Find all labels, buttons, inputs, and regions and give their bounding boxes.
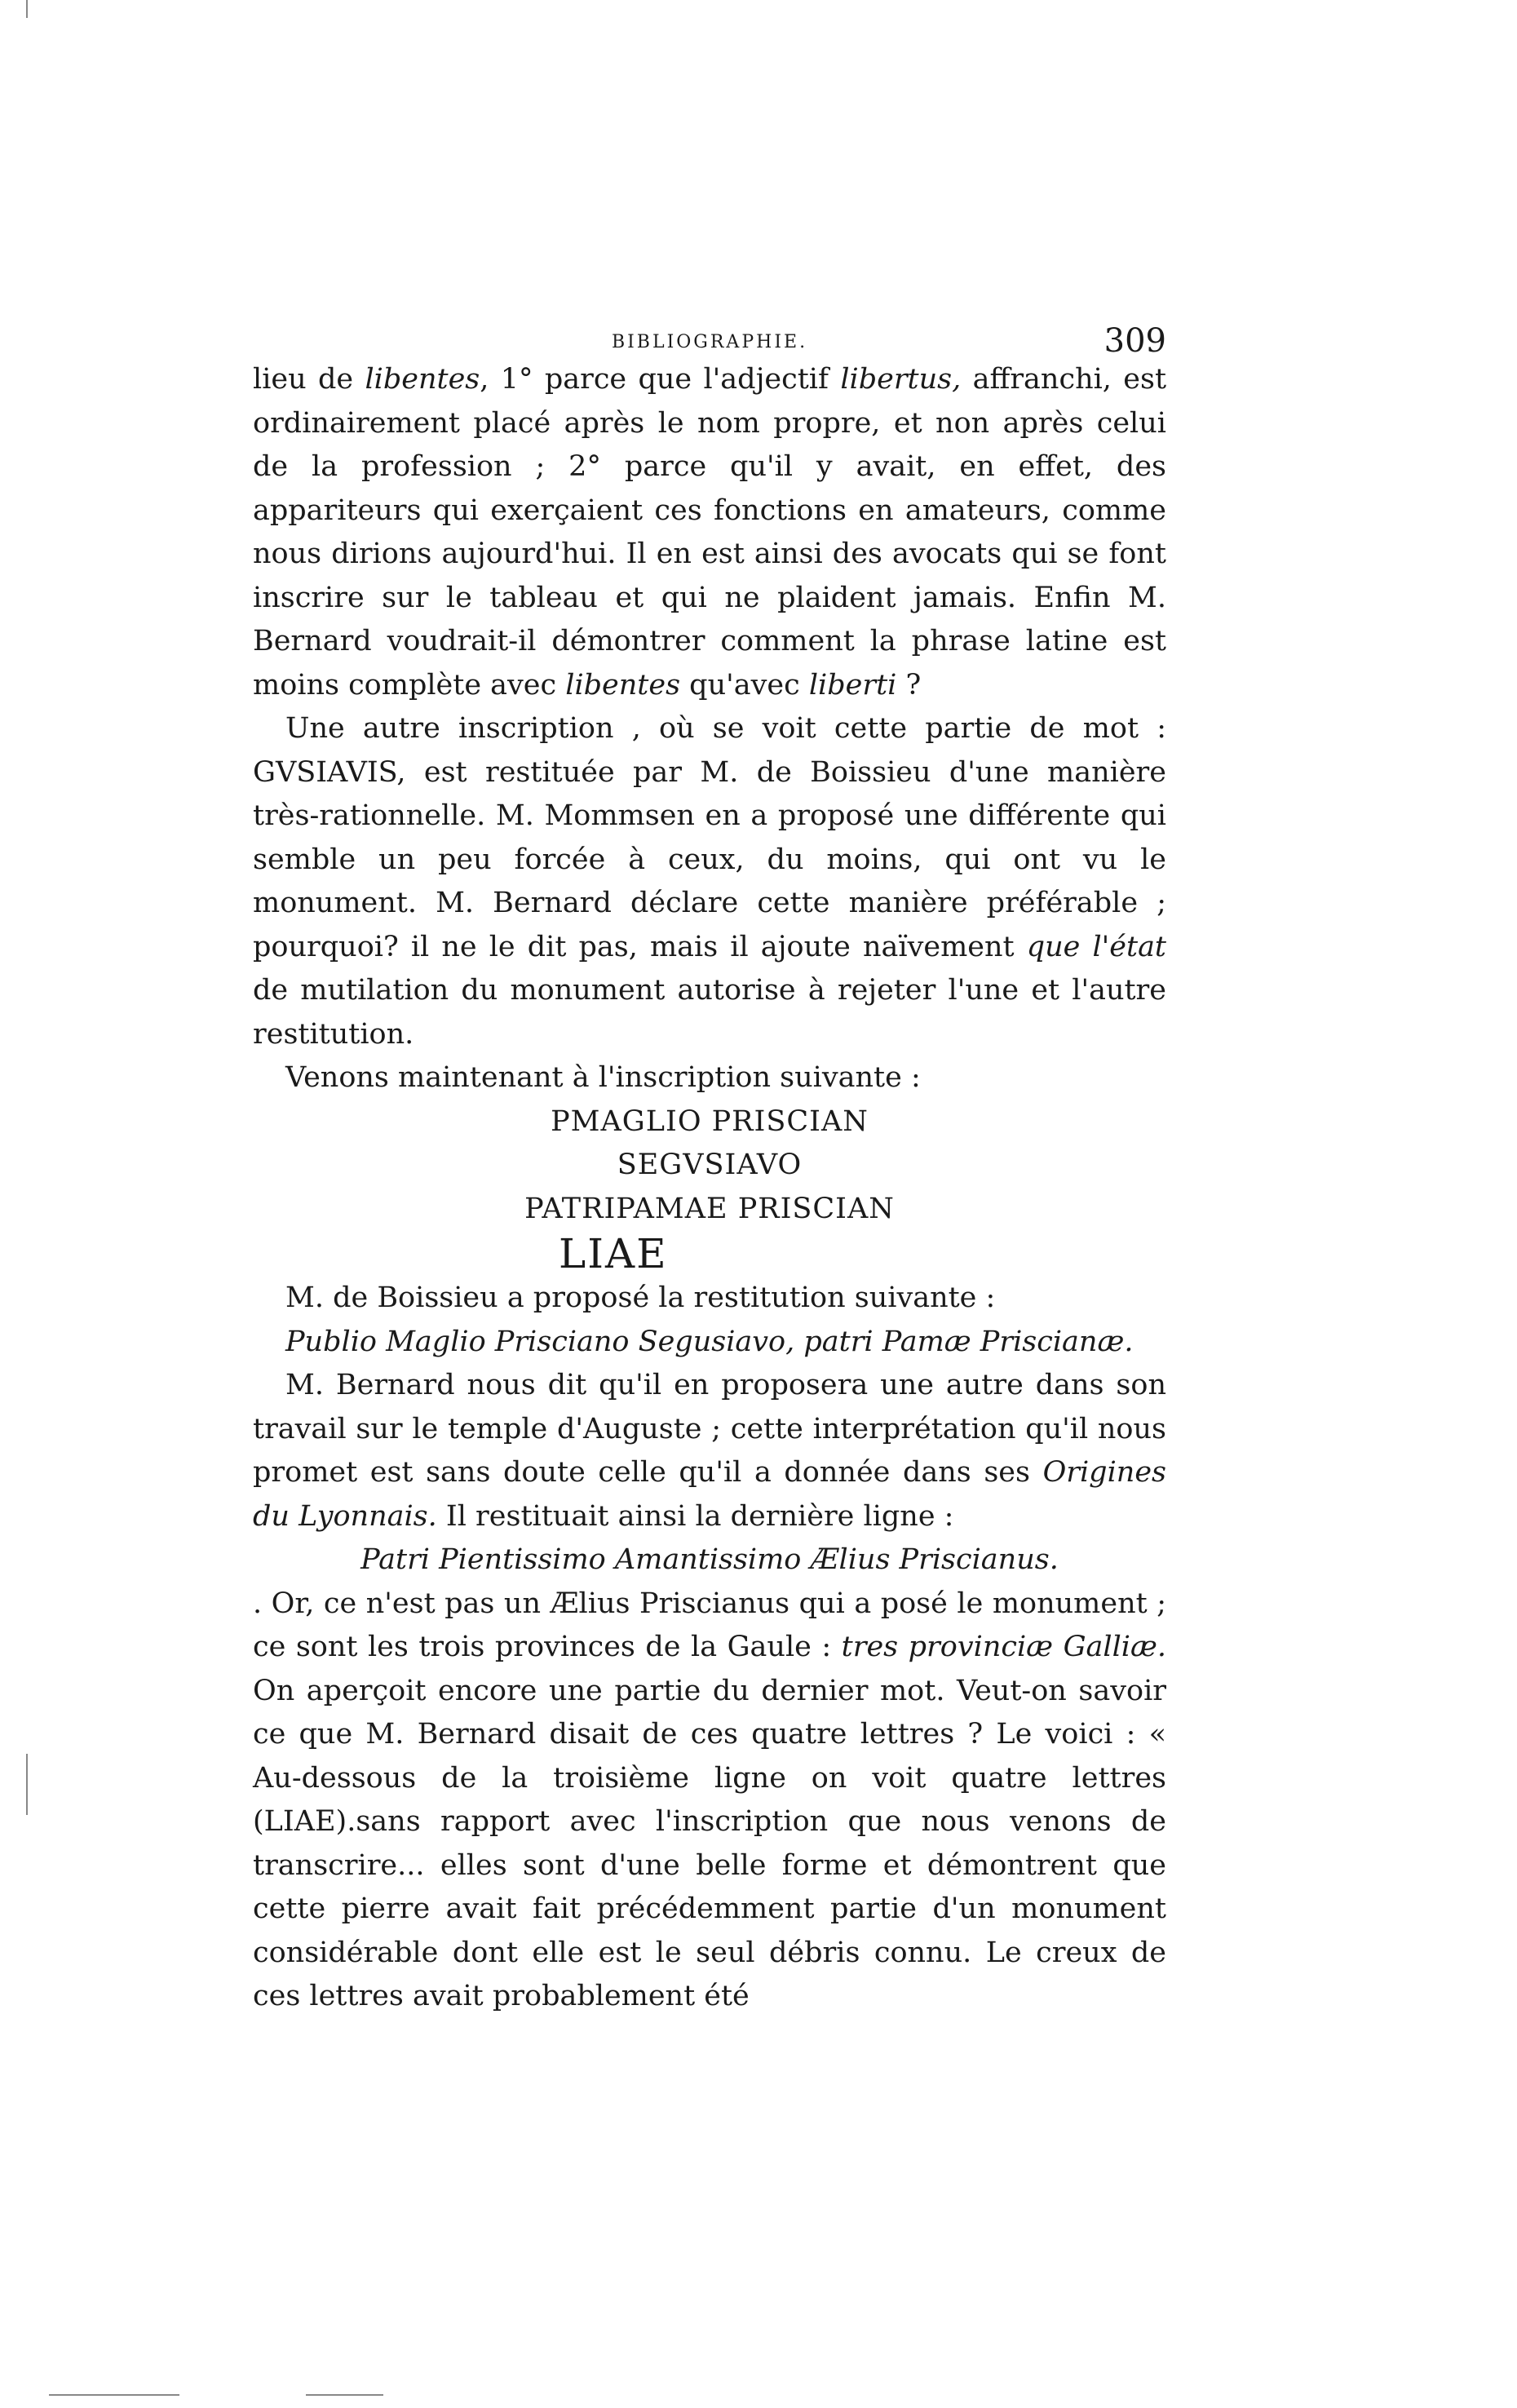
inscription-line: LIAE (559, 1230, 668, 1277)
page-number: 309 (1103, 322, 1166, 360)
italic-run: que l'état (1026, 930, 1166, 963)
scan-edge-mark (306, 2394, 383, 2396)
running-head (253, 322, 1166, 358)
text-run: Une autre inscription , où se voit cette partie de mot : GVSIAVIS, est restituée par M. de Boissieu d'une manière très-rationnelle. M. Mommsen en a proposé une différente qui semble un peu forcée à ceux, du moins, qui ont vu le monument. M. Bernard déclare cette manière préférable ; pourquoi? il ne le dit pas, mais il ajoute naïvement (253, 712, 1166, 963)
text-run: lieu de (253, 363, 365, 396)
text-run: , 1° parce que l'adjectif (480, 363, 841, 396)
paragraph (253, 1056, 1166, 1100)
inscription-line: PATRIPAMAE PRISCIAN (524, 1192, 895, 1225)
italic-run: tres provinciæ Galliæ. (841, 1631, 1167, 1663)
paragraph (253, 1364, 1166, 1538)
text-run: On aperçoit encore une partie du dernier mot. Veut-on savoir ce que M. Bernard disait de ces quatre lettres ? Le voici : « Au-dessous de la troisième ligne on voit quatre lettres (LIAE).sans rapport avec l'inscription que nous venons de transcrire... elles sont d'une belle forme et démontrent que cette pierre avait fait précédemment partie d'un monument considérable dont elle est le seul débris connu. Le creux de ces lettres avait probablement été (253, 1674, 1166, 2012)
italic-run: libentes (565, 668, 681, 702)
italic-run: liberti (808, 668, 897, 702)
inscription-line: SEGVSIAVO (617, 1149, 803, 1181)
text-run: ? (896, 668, 922, 702)
text-run: Venons maintenant à l'inscription suivante : (285, 1061, 921, 1094)
paragraph (253, 1582, 1166, 2019)
paragraph (253, 1277, 1166, 1321)
italic-run: Origines du Lyonnais. (253, 1456, 1166, 1533)
body-text (253, 358, 1166, 2019)
scan-edge-mark (26, 0, 28, 18)
italic-run: libertus, (840, 363, 962, 396)
latin-restitution (253, 1321, 1166, 1365)
paragraph (253, 358, 1166, 707)
text-run: M. de Boissieu a proposé la restitution suivante : (285, 1281, 996, 1314)
italic-run: Patri Pientissimo Amantissimo Ælius Priscianus. (360, 1543, 1059, 1576)
scan-edge-mark (49, 2394, 179, 2396)
scan-edge-mark (26, 1754, 28, 1815)
latin-restitution (253, 1538, 1166, 1582)
paragraph (253, 707, 1166, 1056)
book-page (253, 322, 1166, 2019)
running-title: BIBLIOGRAPHIE. (611, 332, 808, 352)
text-run: qu'avec (680, 668, 809, 702)
text-run: de mutilation du monument autorise à rejeter l'une et l'autre restitution. (253, 974, 1166, 1051)
inscription-block (253, 1100, 1166, 1277)
italic-run: libentes (365, 363, 480, 396)
text-run: Il restituait ainsi la dernière ligne : (436, 1499, 954, 1533)
inscription-line: PMAGLIO PRISCIAN (551, 1104, 869, 1138)
italic-run: Publio Maglio Prisciano Segusiavo, patri Pamæ Priscianæ. (285, 1325, 1134, 1358)
text-run: affranchi, est ordinairement placé après le nom propre, et non après celui de la profession ; 2° parce qu'il y avait, en effet, des appariteurs qui exerçaient ces fonctions en amateurs, comme nous dirions aujourd'hui. Il en est ainsi des avocats qui se font inscrire sur le tableau et qui ne plaident jamais. Enfin M. Bernard voudrait-il démontrer comment la phrase latine est moins complète avec (253, 363, 1167, 702)
text-run: M. Bernard nous dit qu'il en proposera une autre dans son travail sur le temple d'Auguste ; cette interprétation qu'il nous promet est sans doute celle qu'il a donnée dans ses (253, 1369, 1166, 1489)
text-run: . Or, ce n'est pas un Ælius Priscianus qui a posé le monument ; ce sont les trois provinces de la Gaule : (253, 1587, 1166, 1663)
